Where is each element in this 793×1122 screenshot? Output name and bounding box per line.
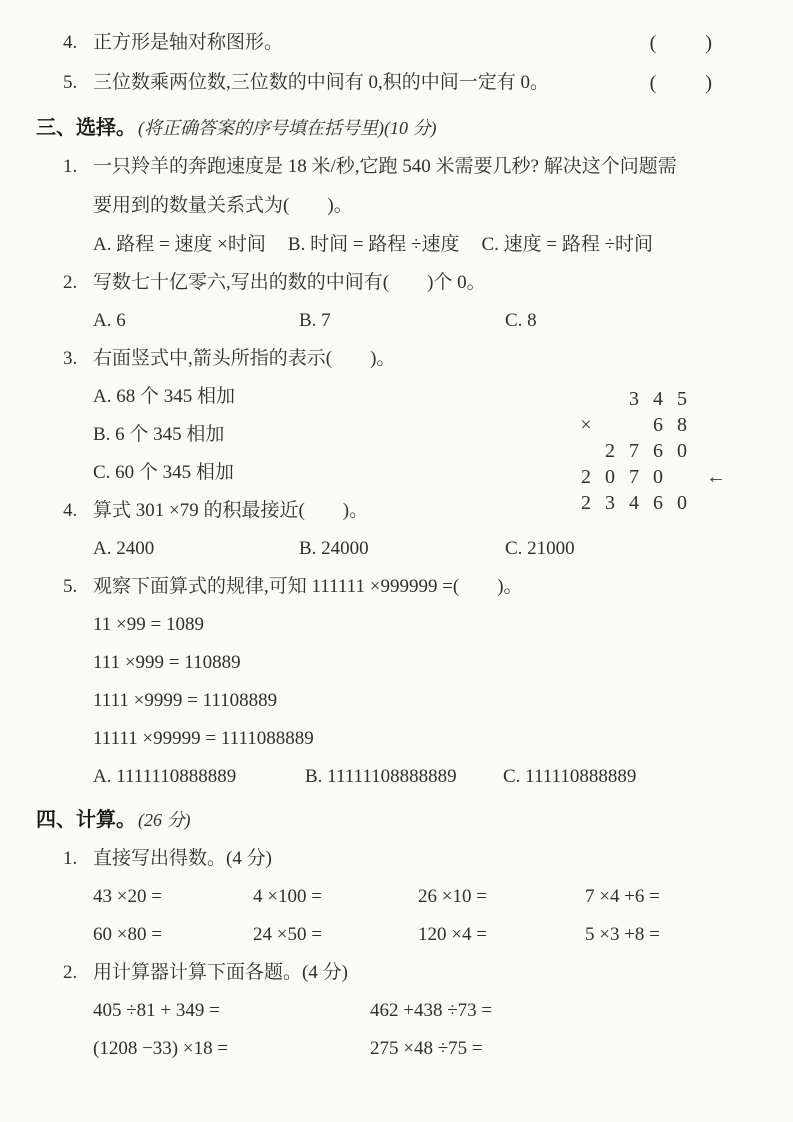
option-a: A. 1111110888889 xyxy=(93,766,237,787)
question-text: 写数七十亿零六,写出的数的中间有( )个 0。 xyxy=(93,272,486,293)
mult-row-multiplier xyxy=(574,412,726,438)
option-b: B. 7 xyxy=(299,310,331,331)
question-2-options xyxy=(93,302,793,340)
expression: 7 ×4 +6 = xyxy=(585,886,660,907)
option-c: C. 8 xyxy=(505,310,537,331)
mult-digit: 0 xyxy=(677,492,687,514)
question-number: 3. xyxy=(63,348,78,369)
mult-digit: 7 xyxy=(629,466,639,488)
section-title: 四、计算。 xyxy=(36,809,136,831)
option-c: C. 21000 xyxy=(505,538,575,559)
pattern-equation-2: 111 ×999 = 110889 xyxy=(93,652,241,673)
question-number: 1. xyxy=(63,156,78,177)
item-number: 4. xyxy=(63,32,78,53)
question-text: 右面竖式中,箭头所指的表示( )。 xyxy=(93,348,396,369)
calculator-row-1 xyxy=(93,992,793,1030)
question-3-option-a: A. 68 个 345 相加 xyxy=(93,386,235,407)
question-1 xyxy=(0,148,793,186)
option-b: B. 24000 xyxy=(299,538,369,559)
section-4-header xyxy=(36,800,793,840)
question-number: 4. xyxy=(63,500,78,521)
mental-math-row-1 xyxy=(93,878,793,916)
item-number: 5. xyxy=(63,72,78,93)
question-1-continuation: 要用到的数量关系式为( )。 xyxy=(93,195,353,216)
true-false-item-5 xyxy=(0,64,793,102)
option-b: B. 时间 = 路程 ÷速度 xyxy=(287,234,460,255)
mult-row-product xyxy=(574,490,726,516)
option-c: C. 速度 = 路程 ÷时间 xyxy=(481,234,654,255)
question-text: 直接写出得数。(4 分) xyxy=(93,848,272,869)
option-a: A. 路程 = 速度 ×时间 xyxy=(93,234,266,255)
mult-digit: 8 xyxy=(677,414,687,436)
option-c: C. 111110888889 xyxy=(503,766,637,787)
expression: 43 ×20 = xyxy=(93,886,162,907)
sub-question-2 xyxy=(0,954,793,992)
mult-row-partial-2 xyxy=(574,464,726,490)
expression: 60 ×80 = xyxy=(93,924,162,945)
section-3-header xyxy=(36,108,793,148)
question-text: 算式 301 ×79 的积最接近( )。 xyxy=(93,500,369,521)
mult-digit: 3 xyxy=(605,492,615,514)
question-1-options xyxy=(93,226,793,264)
option-a: A. 6 xyxy=(93,310,126,331)
question-number: 1. xyxy=(63,848,78,869)
expression: 24 ×50 = xyxy=(253,924,322,945)
question-number: 5. xyxy=(63,576,78,597)
mult-digit: 0 xyxy=(653,466,663,488)
question-number: 2. xyxy=(63,272,78,293)
mult-digit: 5 xyxy=(677,388,687,410)
question-5 xyxy=(0,568,793,606)
expression: 120 ×4 = xyxy=(418,924,487,945)
mult-digit: 2 xyxy=(581,492,591,514)
question-3-option-b: B. 6 个 345 相加 xyxy=(93,424,225,445)
expression: 462 +438 ÷73 = xyxy=(370,1000,493,1021)
mult-digit: 2 xyxy=(581,466,591,488)
expression: 5 ×3 +8 = xyxy=(585,924,660,945)
mult-digit: 6 xyxy=(653,492,663,514)
section-note: (26 分) xyxy=(138,810,191,830)
sub-question-1 xyxy=(0,840,793,878)
mult-digit: 6 xyxy=(653,414,663,436)
section-note: (将正确答案的序号填在括号里)(10 分) xyxy=(138,118,437,138)
question-text: 一只羚羊的奔跑速度是 18 米/秒,它跑 540 米需要几秒? 解决这个问题需 xyxy=(93,156,677,177)
question-number: 2. xyxy=(63,962,78,983)
multiply-sign: × xyxy=(580,414,592,436)
question-2 xyxy=(0,264,793,302)
question-text: 观察下面算式的规律,可知 111111 ×999999 =( )。 xyxy=(93,576,523,597)
question-3-vertical-multiplication xyxy=(574,386,726,516)
mult-digit: 4 xyxy=(629,492,639,514)
expression: (1208 −33) ×18 = xyxy=(93,1038,229,1059)
mental-math-row-2 xyxy=(93,916,793,954)
expression: 405 ÷81 + 349 = xyxy=(93,1000,220,1021)
expression: 4 ×100 = xyxy=(253,886,322,907)
mult-digit: 3 xyxy=(629,388,639,410)
answer-blank: ( ) xyxy=(649,32,713,54)
expression: 26 ×10 = xyxy=(418,886,487,907)
question-3 xyxy=(0,340,793,378)
item-text: 正方形是轴对称图形。 xyxy=(93,32,284,53)
expression: 275 ×48 ÷75 = xyxy=(370,1038,483,1059)
mult-digit: 0 xyxy=(605,466,615,488)
pattern-equation-3: 1111 ×9999 = 11108889 xyxy=(93,690,278,711)
mult-row-partial-1 xyxy=(574,438,726,464)
pattern-equation-1: 11 ×99 = 1089 xyxy=(93,614,204,635)
question-3-option-c: C. 60 个 345 相加 xyxy=(93,462,234,483)
mult-digit: 6 xyxy=(653,440,663,462)
mult-digit: 7 xyxy=(629,440,639,462)
item-text: 三位数乘两位数,三位数的中间有 0,积的中间一定有 0。 xyxy=(93,72,550,93)
mult-row-multiplicand xyxy=(574,386,726,412)
left-arrow-icon: ← xyxy=(706,466,726,488)
mult-digit: 4 xyxy=(653,388,663,410)
true-false-item-4 xyxy=(0,24,793,62)
calculator-row-2 xyxy=(93,1030,793,1068)
answer-blank: ( ) xyxy=(649,72,713,94)
question-4-options xyxy=(93,530,793,568)
mult-digit: 0 xyxy=(677,440,687,462)
option-a: A. 2400 xyxy=(93,538,155,559)
mult-digit: 2 xyxy=(605,440,615,462)
pattern-equation-4: 11111 ×99999 = 1111088889 xyxy=(93,728,314,749)
question-5-options xyxy=(93,758,793,796)
option-b: B. 11111108888889 xyxy=(305,766,457,787)
section-title: 三、选择。 xyxy=(36,117,136,139)
question-text: 用计算器计算下面各题。(4 分) xyxy=(93,962,348,983)
